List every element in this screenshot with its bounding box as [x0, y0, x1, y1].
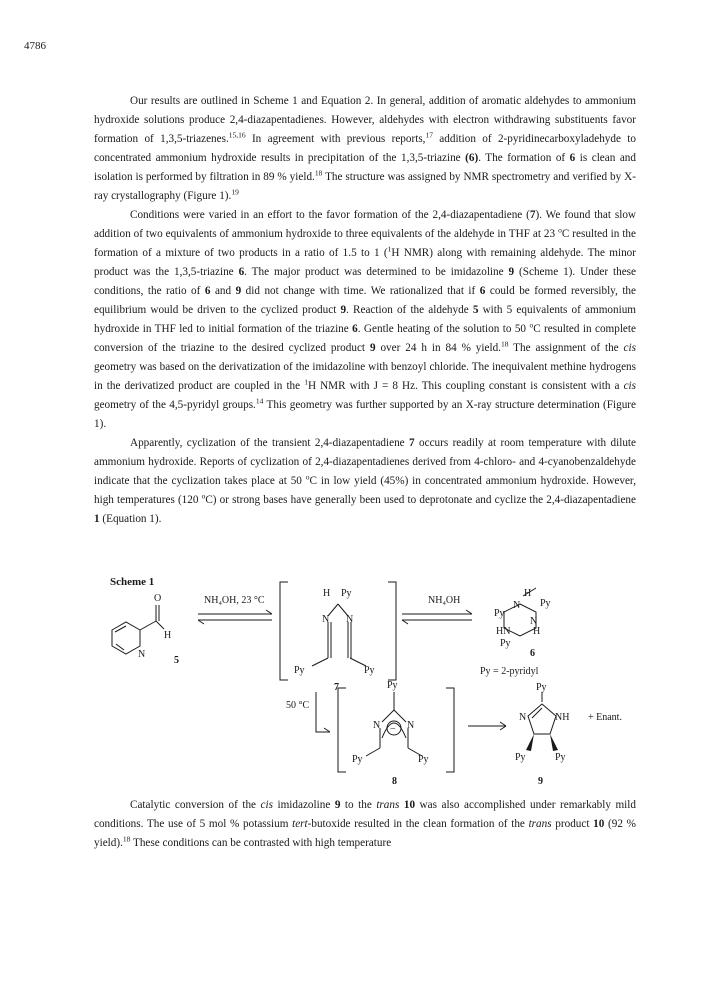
superscript: 15,16: [228, 130, 246, 140]
atom-label: Py: [536, 682, 547, 693]
atom-label: Py: [515, 752, 526, 763]
italic-term: cis: [623, 380, 636, 392]
superscript: o: [201, 491, 206, 501]
compound-ref: 9: [508, 266, 515, 278]
superscript: 18: [500, 339, 509, 349]
superscript: 18: [314, 168, 323, 178]
compound-ref: 6: [352, 323, 358, 335]
paragraph: Apparently, cyclization of the transient 2,4-diazapentadiene 7 occurs readily at room temperature with dilute ammonium hydroxide. Reports of cyclization of 2,4-diazapentadienes derived from 4-chloro- and 4-cyanobenzaldehyde indicate that the cyclization takes place at 50 $^o$C in low yield (45%) in concentrated ammonium hydroxide. However, high temperatures (120 $^o$C) or strong bases have generally been used to deprotonate and cyclize the 2,4-diazapentadiene 1 (Equation 1).: [94, 437, 637, 525]
atom-label: HN: [496, 626, 511, 637]
atom-label: Py: [364, 665, 375, 676]
paragraph: Our results are outlined in Scheme 1 and Equation 2. In general, addition of aromatic aldehydes to ammonium hydroxide solutions produce 2,4-diazapentadienes. However, aldehydes with electron withdrawing substituents favor formation of 1,3,5-triazenes.$^{15,16}$ In agreement with previous reports,$^{17}$ addition of 2-pyridinecarboxyladehyde to concentrated ammonium hydroxide results in precipitation of the 1,3,5-triazine (6). The formation of 6 is clean and isolation is performed by filtration in 89 % yield.$^{18}$ The structure was assigned by NMR spectrometry and verified by X-ray crystallography (Figure 1).$^{19}$: [94, 95, 636, 202]
compound-ref: 10: [593, 818, 605, 830]
compound-number: 8: [392, 776, 397, 787]
charge-label: −: [390, 724, 396, 735]
scheme-1-diagram: [100, 588, 640, 787]
pyridyl-definition: Py = 2-pyridyl: [480, 666, 539, 677]
atom-label: Py: [500, 638, 511, 649]
compound-number: 7: [334, 682, 339, 693]
superscript: o: [305, 472, 310, 482]
compound-ref: 7: [529, 209, 536, 221]
atom-label: H: [164, 630, 172, 641]
compound-number: 5: [174, 655, 179, 666]
heating-arrow: [316, 692, 330, 732]
italic-term: trans: [528, 818, 552, 830]
atom-label: Py: [387, 680, 398, 691]
atom-label: Py: [555, 752, 566, 763]
reaction-condition: NH₄OH: [428, 595, 461, 606]
compound-ref: 7: [409, 437, 415, 449]
compound-ref: 6: [204, 285, 211, 297]
compound-ref: 9: [369, 342, 376, 354]
superscript: 17: [425, 130, 433, 140]
atom-label: Py: [352, 754, 363, 765]
compound-ref: 1: [94, 513, 100, 525]
atom-label: NH: [555, 712, 570, 723]
body-text-lower: [94, 796, 636, 853]
compound-ref: 9: [334, 799, 341, 811]
paragraph: Conditions were varied in an effort to the favor formation of the 2,4-diazapentadiene (7). We found that slow addition of two equivalents of ammonium hydroxide to three equivalents of the aldehyde in THF at 23 $^o$C resulted in the formation of a mixture of two products in a ratio of 1.5 to 1 ($^1$H NMR) along with remaining aldehyde. The minor product was the 1,3,5-triazine 6. The major product was determined to be imidazoline 9 (Scheme 1). Under these conditions, the ratio of 6 and 9 did not change with time. We rationalized that if 6 could be formed reversibly, the equilibrium would be driven to the cyclized product 9. Reaction of the aldehyde 5 with 5 equivalents of ammonium hydroxide in THF led to initial formation of the triazine 6. Gentle heating of the solution to 50 $^o$C resulted in complete conversion of the triazine to the desired cyclized product 9 over 24 h in 84 % yield.$^{18}$ The assignment of the cis geometry was based on the derivatization of the imidazoline with benzoyl chloride. The inequivalent methine hydrogens in the derivatized product are coupled in the $^1$H NMR with J = 8 Hz. This coupling constant is consistent with a cis geometry of the 4,5-pyridyl groups.$^{14}$ This geometry was further supported by an X-ray structure determination (Figure 1).: [94, 209, 636, 430]
reaction-condition: 50 °C: [286, 700, 310, 711]
superscript: 19: [231, 187, 239, 197]
wedge-bond: [550, 734, 558, 751]
atom-label: Py: [540, 598, 551, 609]
compound-number: 9: [538, 776, 543, 787]
atom-label: N: [346, 614, 354, 625]
atom-label: N: [407, 720, 415, 731]
equilibrium-arrow: [402, 610, 472, 624]
paragraph: Catalytic conversion of the cis imidazoline 9 to the trans 10 was also accomplished under remarkably mild conditions. The use of 5 mol % potassium tert-butoxide resulted in the clean formation of the trans product 10 (92 % yield).$^{18}$ These conditions can be contrasted with high temperature: [94, 799, 636, 849]
compound-ref: 10: [403, 799, 416, 811]
page-number: 4786: [24, 40, 46, 52]
compound-ref: (6): [465, 152, 479, 164]
scheme-label: Scheme 1: [110, 576, 155, 588]
superscript: 14: [255, 396, 264, 406]
atom-label: N: [138, 649, 146, 660]
reaction-condition: NH₄OH, 23 °C: [204, 595, 265, 606]
atom-label: H: [323, 588, 331, 599]
atom-label: N: [373, 720, 381, 731]
atom-label: H: [533, 626, 541, 637]
italic-term: cis: [260, 799, 273, 811]
superscript: o: [558, 225, 562, 235]
compound-ref: 5: [472, 304, 479, 316]
equilibrium-arrow: [198, 610, 272, 624]
compound-ref: 6: [479, 285, 486, 297]
compound-9: [528, 692, 556, 734]
atom-label: N: [322, 614, 330, 625]
atom-label: N: [519, 712, 527, 723]
compound-ref: 9: [340, 304, 347, 316]
atom-label: Py: [494, 608, 505, 619]
atom-label: Py: [294, 665, 305, 676]
compound-ref: 6: [569, 152, 576, 164]
compound-ref: 6: [238, 266, 245, 278]
superscript: o: [529, 320, 534, 330]
italic-term: cis: [623, 342, 636, 354]
atom-label: Py: [418, 754, 429, 765]
italic-term: tert: [292, 818, 308, 830]
superscript: 1: [304, 377, 308, 387]
superscript: 1: [387, 244, 392, 254]
wedge-bond: [526, 734, 534, 751]
italic-term: trans: [376, 799, 400, 811]
atom-label: N: [513, 600, 521, 611]
compound-number: 6: [530, 648, 535, 659]
forward-arrow: [468, 722, 506, 730]
enantiomer-label: + Enant.: [588, 712, 622, 723]
body-text-upper: [94, 92, 636, 529]
superscript: 18: [122, 834, 131, 844]
compound-5: [112, 605, 164, 654]
atom-label: O: [154, 593, 162, 604]
atom-label: Py: [341, 588, 352, 599]
compound-ref: 9: [235, 285, 242, 297]
atom-label: H: [524, 588, 532, 599]
atom-label: N: [530, 616, 538, 627]
